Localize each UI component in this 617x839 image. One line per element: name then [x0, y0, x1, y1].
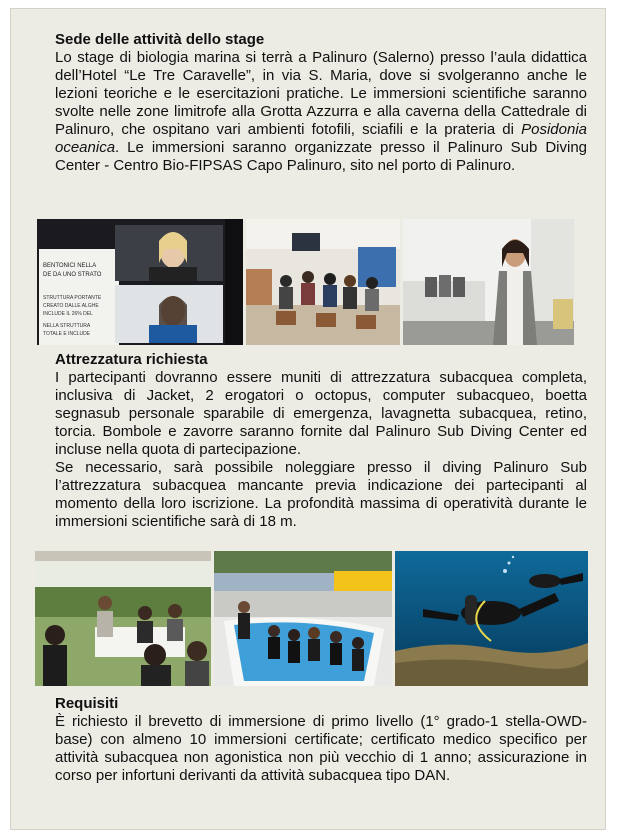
- photo-row-2: [35, 551, 588, 686]
- svg-text:BENTONICI NELLA: BENTONICI NELLA: [43, 263, 97, 269]
- photo-video-call: [37, 219, 243, 345]
- svg-text:DE DA UNO STRATO: DE DA UNO STRATO: [43, 272, 102, 278]
- section-text: Se necessario, sarà possibile noleggiare presso il diving Palinuro Sub l’attrezzatura subacquea mancante previa indicazione dei partecipanti al momento della loro iscrizione. La profondità massima di operatività durante le immersioni scientifiche sarà di 18 m.: [55, 459, 587, 530]
- photo-outdoor-lesson: [35, 551, 211, 686]
- section-attrezzatura: [55, 351, 587, 531]
- text-part: . Le immersioni saranno organizzate presso il Palinuro Sub Diving Center - Centro Bio-FIPSAS Capo Palinuro, sito nel porto di Palinuro.: [55, 139, 587, 174]
- svg-text:STRUTTURA PORTANTE: STRUTTURA PORTANTE: [43, 295, 102, 301]
- svg-text:TOTALE E INCLUDE: TOTALE E INCLUDE: [43, 331, 91, 337]
- svg-text:INCLUDE IL 26% DEL: INCLUDE IL 26% DEL: [43, 311, 93, 317]
- photo-classroom: [246, 219, 400, 345]
- document-page: [10, 8, 606, 830]
- photo-dive-boat: [214, 551, 392, 686]
- section-text: I partecipanti dovranno essere muniti di attrezzatura subacquea completa, inclusiva di Jacket, 2 erogatori o octopus, computer subacqueo, boetta segnasub personale sparabile di emergenza, lavagnetta subacquea, retino, torcia. Bombole e zavorre saranno fornite dal Palinuro Sub Diving Center ed incluse nella quota di partecipazione.: [55, 369, 587, 458]
- svg-text:NELLA STRUTTURA: NELLA STRUTTURA: [43, 323, 91, 329]
- section-sede: [55, 31, 587, 175]
- svg-text:CREATO DALLE ALGHE: CREATO DALLE ALGHE: [43, 303, 99, 309]
- text-part: Lo stage di biologia marina si terrà a Palinuro (Salerno) presso l’aula didattica dell’Hotel “Le Tre Caravelle”, in via S. Maria, dove si svolgeranno anche le lezioni teoriche e le esercitazioni pratiche. Le immersioni scientifiche saranno svolte nelle zone limitrofe alla Grotta Azzurra e alla caverna della Cattedrale di Palinuro, che ospitano vari ambienti fotofili, sciafili e la prateria di: [55, 49, 587, 138]
- section-text: [55, 49, 587, 175]
- photo-row-1: [37, 219, 574, 345]
- species-name: Posidonia oceanica: [55, 121, 587, 156]
- section-text: È richiesto il brevetto di immersione di primo livello (1° grado-1 stella-OWD-base) con almeno 10 immersioni certificate; certificato medico specifico per attività subacquea non agonistica non più vecchio di 1 anno; assicurazione in corso per infortuni derivanti da attività subacquea tipo DAN.: [55, 713, 587, 784]
- photo-speaker: [403, 219, 574, 345]
- section-heading: Attrezzatura richiesta: [55, 351, 208, 368]
- section-heading: Requisiti: [55, 695, 119, 712]
- section-heading: Sede delle attività dello stage: [55, 31, 265, 48]
- photo-underwater-divers: [395, 551, 588, 686]
- section-requisiti: [55, 695, 587, 785]
